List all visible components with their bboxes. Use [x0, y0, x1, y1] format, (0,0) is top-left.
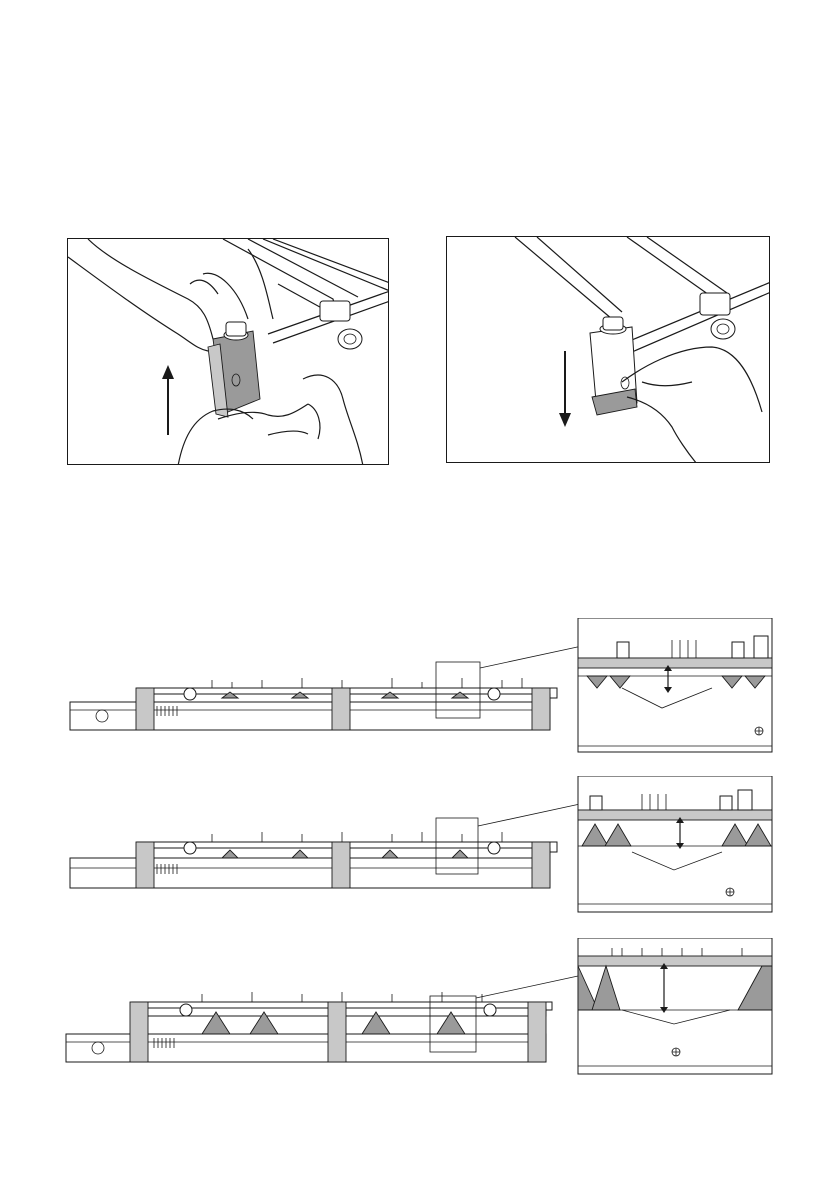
zoom-panel: [578, 618, 772, 752]
side-view-row-2: [62, 776, 774, 914]
side-view-row-3: [62, 938, 774, 1076]
arrow-up-icon: [162, 365, 174, 435]
side-view-row-1: [62, 618, 774, 754]
hand-lower: [178, 375, 363, 465]
stand-body: [70, 832, 557, 888]
illustration-lift-clamp: [67, 238, 389, 465]
knob: [320, 301, 362, 349]
stand-body: [66, 992, 552, 1062]
stand-body: [70, 678, 557, 730]
zoom-panel: [578, 938, 772, 1074]
hand: [622, 347, 762, 463]
rail: [223, 239, 389, 343]
zoom-panel: [578, 776, 772, 912]
clamp-block: [590, 317, 637, 415]
knob: [700, 293, 735, 339]
illustration-lower-clamp: [446, 236, 770, 463]
arrow-down-icon: [559, 351, 571, 427]
clamp-block: [208, 322, 260, 417]
